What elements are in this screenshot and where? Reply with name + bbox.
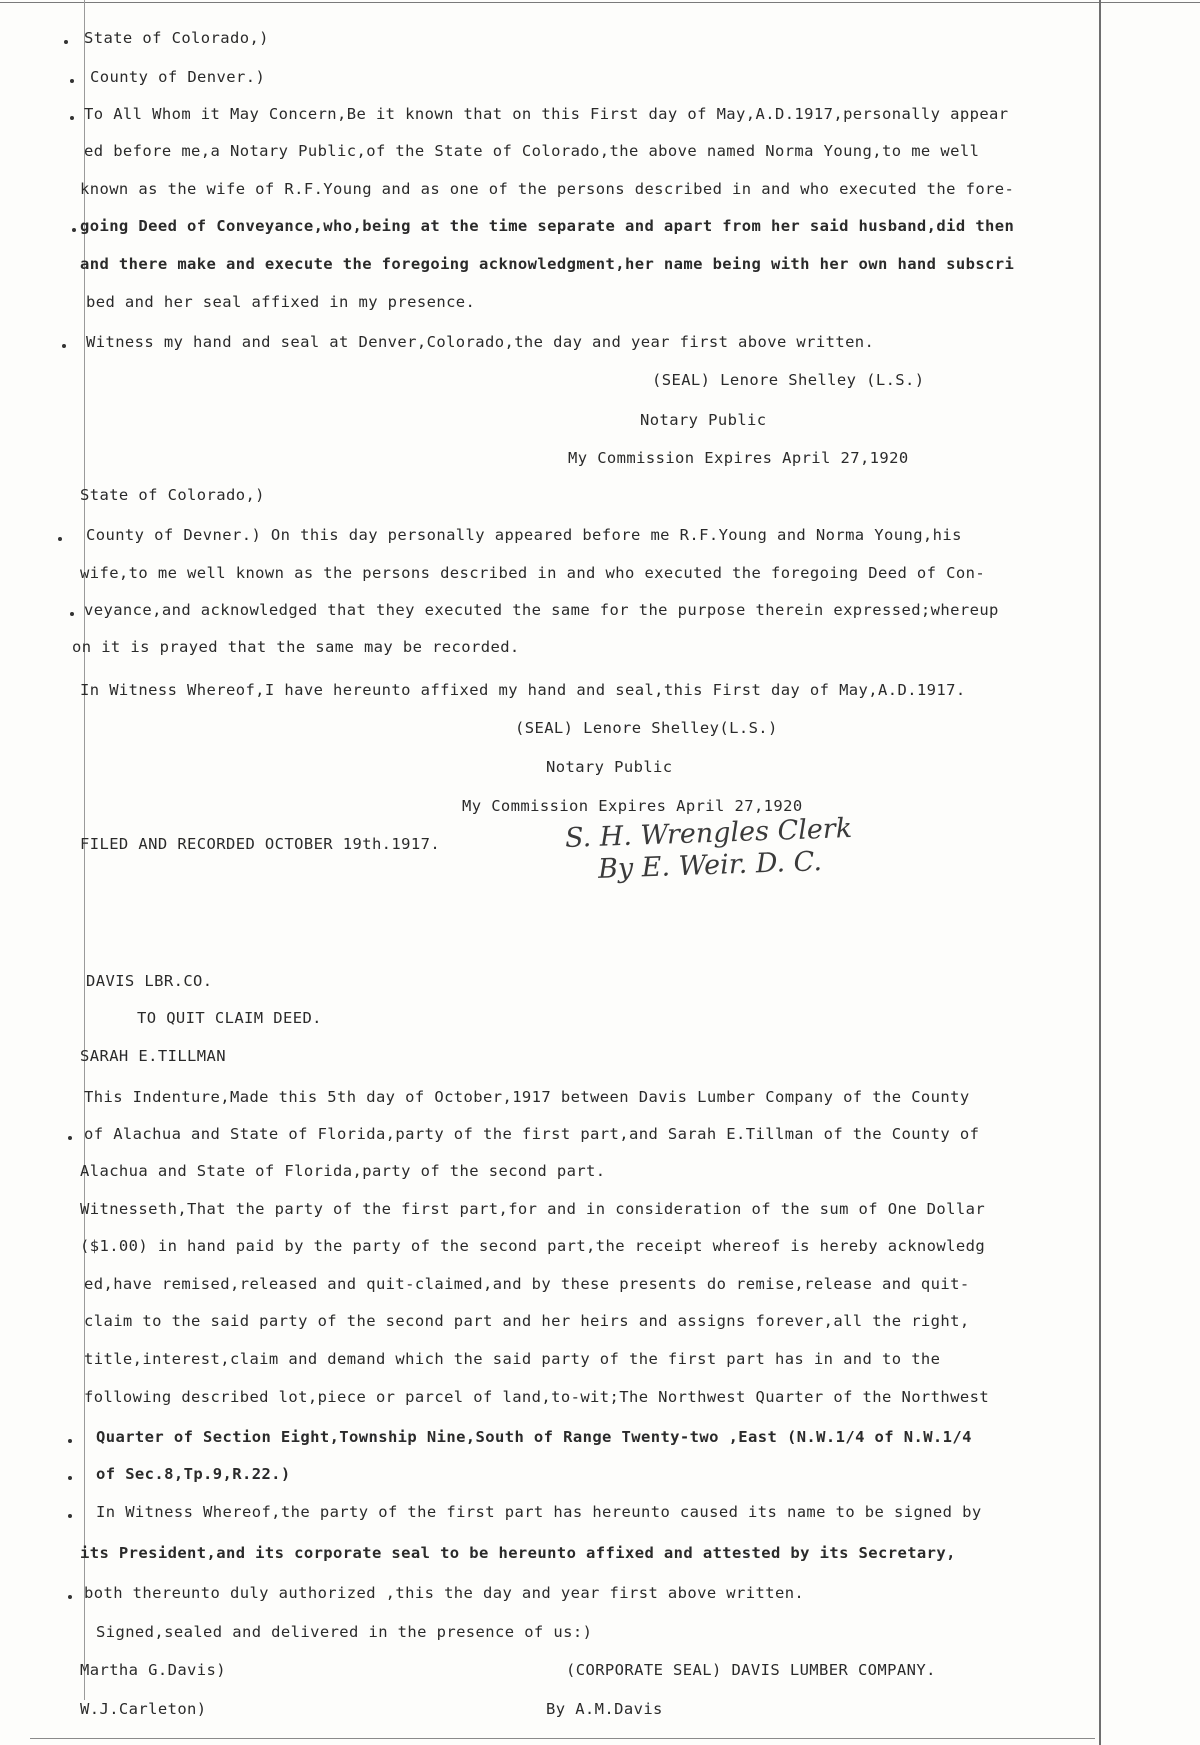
margin-dot <box>68 1439 72 1443</box>
ack2-line: on it is prayed that the same may be recorded. <box>72 638 520 656</box>
deed-legal-description: of Sec.8,Tp.9,R.22.) <box>96 1465 291 1483</box>
ack2-line: County of Devner.) On this day personally appeared before me R.F.Young and Norma Young,his <box>86 526 962 544</box>
margin-dot <box>62 344 66 348</box>
deed-line: ($1.00) in hand paid by the party of the second part,the receipt whereof is hereby acknowledg <box>80 1237 986 1255</box>
bottom-edge <box>30 1738 1095 1739</box>
deed-grantor: DAVIS LBR.CO. <box>86 972 213 990</box>
deed-legal-description: Quarter of Section Eight,Township Nine,South of Range Twenty-two ,East (N.W.1/4 of N.W.1/4 <box>96 1428 972 1446</box>
margin-dot <box>68 1514 72 1518</box>
deed-signed-line: Signed,sealed and delivered in the presence of us:) <box>96 1623 593 1641</box>
deed-type: TO QUIT CLAIM DEED. <box>137 1009 322 1027</box>
ack1-line: and there make and execute the foregoing acknowledgment,her name being with her own hand subscri <box>80 255 1015 273</box>
deed-line: following described lot,piece or parcel of land,to-wit;The Northwest Quarter of the Northwest <box>84 1388 990 1406</box>
top-border <box>0 2 1200 3</box>
deed-line: title,interest,claim and demand which the said party of the first part has in and to the <box>84 1350 941 1368</box>
margin-dot <box>70 116 74 120</box>
deed-grantee: SARAH E.TILLMAN <box>80 1047 226 1065</box>
ack2-line: wife,to me well known as the persons described in and who executed the foregoing Deed of Con- <box>80 564 986 582</box>
ack2-line: veyance,and acknowledged that they executed the same for the purpose therein expressed;whereup <box>84 601 999 619</box>
ack1-commission: My Commission Expires April 27,1920 <box>568 449 909 467</box>
ack2-notary-title: Notary Public <box>546 758 673 776</box>
ack2-seal-signature: (SEAL) Lenore Shelley(L.S.) <box>515 719 778 737</box>
filed-recorded: FILED AND RECORDED OCTOBER 19th.1917. <box>80 835 441 853</box>
deed-line: claim to the said party of the second part and her heirs and assigns forever,all the right, <box>84 1312 970 1330</box>
corporate-seal-line: (CORPORATE SEAL) DAVIS LUMBER COMPANY. <box>566 1661 936 1679</box>
ack1-line: bed and her seal affixed in my presence. <box>86 293 476 311</box>
deed-line: Witnesseth,That the party of the first part,for and in consideration of the sum of One Dollar <box>80 1200 986 1218</box>
deed-line: of Alachua and State of Florida,party of the first part,and Sarah E.Tillman of the County of <box>84 1125 980 1143</box>
ack2-witness-line: In Witness Whereof,I have hereunto affixed my hand and seal,this First day of May,A.D.1917. <box>80 681 966 699</box>
right-margin-rule <box>1099 0 1101 1745</box>
ack1-line: going Deed of Conveyance,who,being at the time separate and apart from her said husband,did then <box>80 217 1015 235</box>
ack1-line: ed before me,a Notary Public,of the State of Colorado,the above named Norma Young,to me well <box>84 142 980 160</box>
signed-by-line: By A.M.Davis <box>546 1700 663 1718</box>
ack2-commission: My Commission Expires April 27,1920 <box>462 797 803 815</box>
margin-dot <box>68 1595 72 1599</box>
deputy-signature: By E. Weir. D. C. <box>597 846 823 885</box>
margin-dot <box>68 1476 72 1480</box>
ack1-notary-title: Notary Public <box>640 411 767 429</box>
venue-state: State of Colorado,) <box>84 29 269 47</box>
ack2-state: State of Colorado,) <box>80 486 265 504</box>
deed-line: its President,and its corporate seal to be hereunto affixed and attested by its Secretary, <box>80 1544 956 1562</box>
venue-county: County of Denver.) <box>90 68 266 86</box>
deed-line: In Witness Whereof,the party of the first part has hereunto caused its name to be signed by <box>96 1503 982 1521</box>
deed-line: Alachua and State of Florida,party of the second part. <box>80 1162 606 1180</box>
margin-dot <box>68 1136 72 1140</box>
ack1-line: known as the wife of R.F.Young and as one of the persons described in and who executed the fore- <box>80 180 1015 198</box>
deed-line: This Indenture,Made this 5th day of October,1917 between Davis Lumber Company of the County <box>84 1088 970 1106</box>
ack1-line: To All Whom it May Concern,Be it known that on this First day of May,A.D.1917,personally appear <box>84 105 1009 123</box>
margin-dot <box>58 537 62 541</box>
witness-1: Martha G.Davis) <box>80 1661 226 1679</box>
margin-dot <box>70 79 74 83</box>
margin-dot <box>64 40 68 44</box>
margin-dot <box>72 228 76 232</box>
witness-2: W.J.Carleton) <box>80 1700 207 1718</box>
deed-line: both thereunto duly authorized ,this the day and year first above written. <box>84 1584 805 1602</box>
clerk-signature: S. H. Wrengles Clerk <box>564 812 853 855</box>
deed-line: ed,have remised,released and quit-claimed,and by these presents do remise,release and quit- <box>84 1275 970 1293</box>
margin-dot <box>70 612 74 616</box>
ack1-seal-signature: (SEAL) Lenore Shelley (L.S.) <box>652 371 925 389</box>
ack1-witness-line: Witness my hand and seal at Denver,Colorado,the day and year first above written. <box>86 333 875 351</box>
